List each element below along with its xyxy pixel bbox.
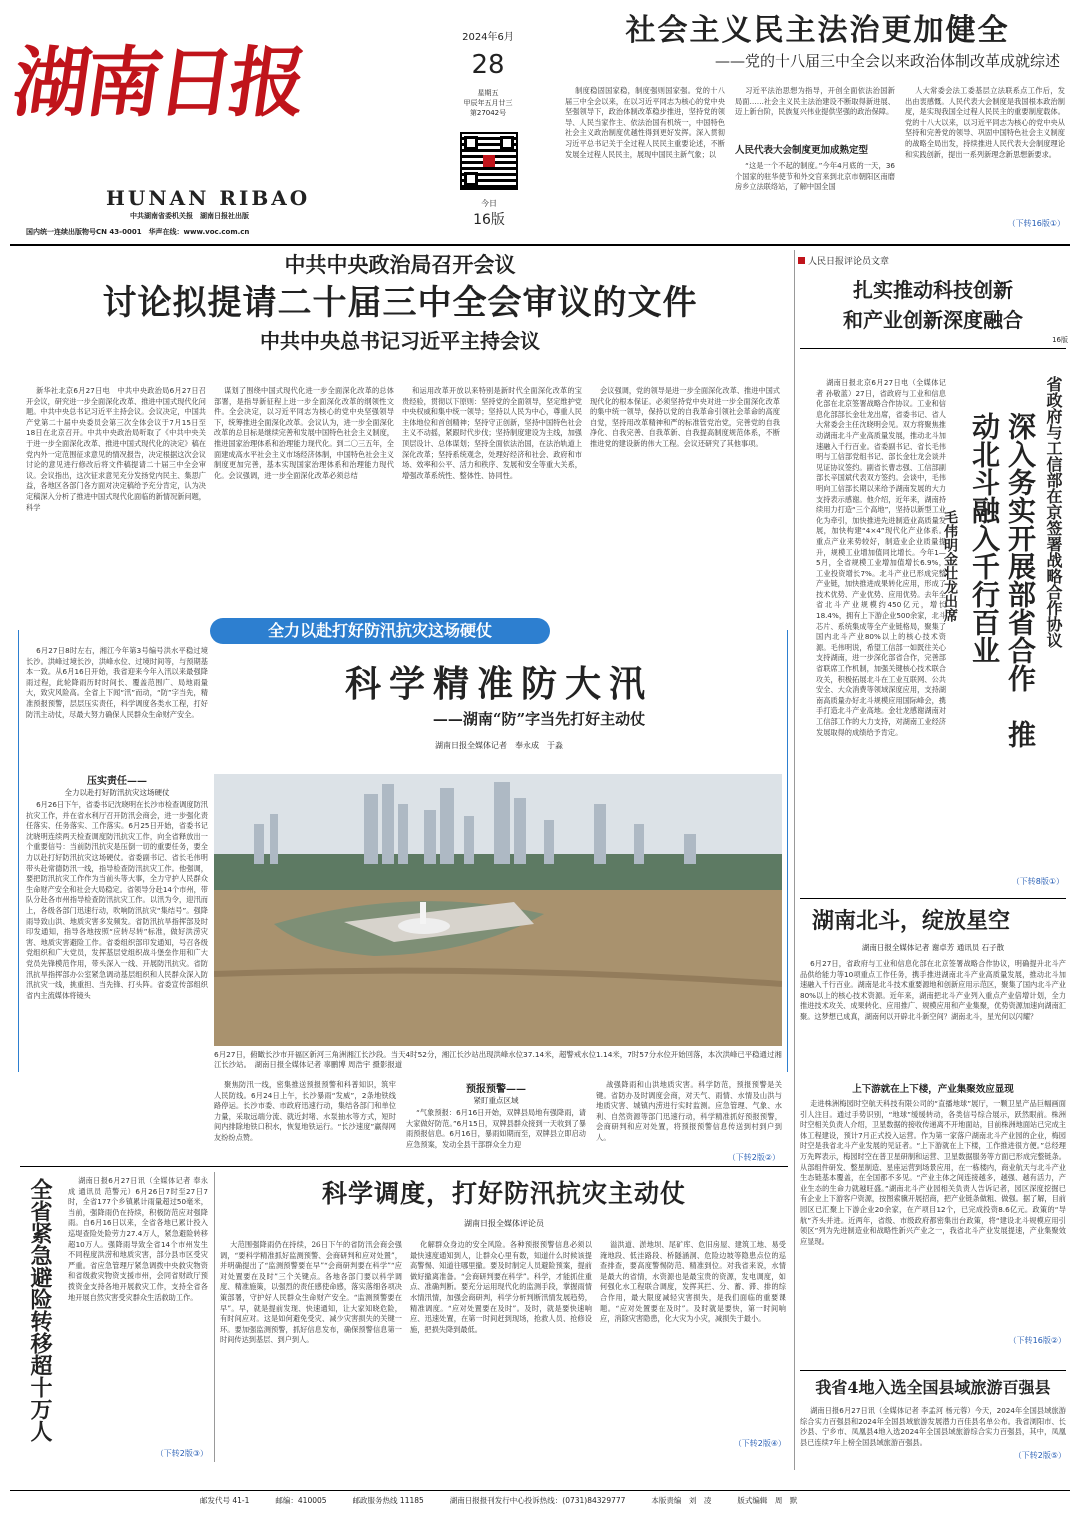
flood-left-column bbox=[26, 646, 208, 1044]
editorial-col3: 溢洪道、淤地坝、尾矿库、危旧房屋、建筑工地、易受淹地段、低洼路段、桥隧涵洞、危险边坡等隐患点位的巡查排查，要高度警惕防范、精准到位。对我省来说，水情是最大的省情，水资源也是最宝贵的资源，发电调度，如何强化水工程联合调度，发挥其拦、分、蓄、滞、排的综合作用，最大限度减轻灾害损失，是我们面临的重要课题。“应对处置要在及时”。及时就是要快，第一时间响应，消除灾害隐患，化大灾为小灾，减损失于最小。 bbox=[600, 1240, 786, 1324]
tourism-continue[interactable]: （下转2版⑤） bbox=[1013, 1451, 1066, 1460]
date-lunar: 甲辰年五月廿三 bbox=[463, 99, 513, 107]
pages-count: 16版 bbox=[473, 212, 505, 228]
beidou2-title[interactable]: 湖南北斗，绽放星空 bbox=[812, 908, 1011, 934]
lead-story bbox=[10, 250, 790, 608]
divider-right-col bbox=[794, 250, 795, 1470]
red-square-icon bbox=[798, 257, 805, 264]
flood-mid3: 战强降雨和山洪地质灾害。科学防范，预报预警是关键。省防办及时调度会商，对天气、雨情、水情及山洪与地质灾害、城镇内涝进行实时监测。应急管理、气象、水利、自然资源等部门迅速行动，科学精准抓好预报预警，会商研判和应对处置，将预报预警信息传送到村到户到人。 bbox=[596, 1080, 782, 1142]
beidou-names: 毛伟明金壮龙出席 bbox=[942, 510, 958, 622]
footer-designer: 版式编辑 周 默 bbox=[737, 1496, 798, 1505]
flood-mid2: “气象预报：6月16日开始，双牌县局地有强降雨，请大家做好防范。”6月15日，双牌县群众接到一天收到了暴雨预报信息。6月16日，暴雨如期而至，双牌县立即启动应急预案，发动全县干部群众全力迎 bbox=[406, 1108, 586, 1149]
commentary bbox=[798, 254, 1068, 366]
footer-postal-code: 邮发代号 41-1 bbox=[200, 1496, 250, 1505]
tourism-story bbox=[800, 1376, 1066, 1470]
divider-tourism bbox=[800, 1370, 1066, 1371]
top-story-col2: 习近平法治思想为指导，开创全面依法治国新局面……社会主义民主法治建设不断取得新进展、迈上新台阶，民族复兴伟业提供坚强的政治保障。 bbox=[735, 86, 895, 117]
beidou2-byline: 湖南日报全媒体记者 谢卓芳 通讯员 石子散 bbox=[861, 943, 1005, 952]
relocation-continue[interactable]: （下转2版③） bbox=[155, 1449, 208, 1458]
masthead-logo: 湖南日报 bbox=[7, 38, 309, 127]
divider-commentary bbox=[800, 348, 1066, 349]
flood-mid1: 聚焦防汛一线，密集推送预报预警和科普知识，筑牢人民防线。6月24日上午，长沙暴雨“发威”，2条地铁线路停运。长沙市委、市政府迅速行动，集结各部门和单位力量，采取远端分流、就近封堵、水泵抽水等方式，短时间内排除地铁口积水，恢复地铁运行。“长沙速度”赢得网友纷纷点赞。 bbox=[214, 1080, 396, 1142]
divider-masthead bbox=[10, 244, 1070, 246]
footer-zip: 邮编：410005 bbox=[275, 1496, 327, 1505]
beidou-small-title: 省政府与工信部在京签署战略合作协议 bbox=[1044, 376, 1063, 648]
top-story-col3: 人大常委会法工委基层立法联系点工作后，发出由衷感慨。人民代表大会制度是我国根本政治制度，是实现我国全过程人民民主的重要制度载体。党的十八大以来，以习近平同志为核心的党中央从坚持和完善党的领导、巩固中国特色社会主义制度的战略全局出发，持续推进人民代表大会制度理论和实践创新，提出一系列新理念新思想新要求。 bbox=[905, 86, 1065, 159]
lead-col2: 谋划了围绕中国式现代化进一步全面深化改革的总体部署，是指导新征程上进一步全面深化改革的纲领性文件。全会决定，以习近平同志为核心的党中央坚强领导下，统筹推进全面深化改革。会议认为，进一步全面深化改革的总目标是继续完善和发展中国特色社会主义制度，推进国家治理体系和治理能力现代化。到二〇三五年，全面建成高水平社会主义市场经济体制，中国特色社会主义制度更加完善，基本实现国家治理体系和治理能力现代化。会议强调，进一步全面深化改革必须总结 bbox=[214, 386, 394, 480]
editorial-byline: 湖南日报全媒体评论员 bbox=[464, 1219, 544, 1228]
masthead-website: 华声在线：www.voc.com.cn bbox=[148, 228, 250, 236]
divider-relocation bbox=[214, 1172, 215, 1462]
beidou2-p2: 走进株洲梅园时空航天科技有限公司的“直播地球”展厅，一颗卫星产品巨幅画面引人注目。通过手势识别，“地球”缓缓转动，各类信号综合展示，跃然眼前。株洲时空相关负责人介绍，卫星数据的接收传递离不开地面站，目前株洲地面站已完成主体工程建设，预计7月正式投入运营。作为第一家落户湖南北斗产业园的企业，梅园时空是我省北斗产业发展的见证者。“上下游就在上下楼，工作推进很方便。”总经理万先晖表示，梅园时空在普卫星研制和运营、卫星数据服务等方面已形成完整链条。从部组件研发、整星制造、星座运营到场景应用，在一栋楼内，商业航天与北斗产业生态链基本覆盖，在全国都不多见。“产业主体之间连接越多，越强、越有活力，产业生态的生命力就越旺盛。”湖南北斗产业园相关负责人告诉记者，园区深度挖掘已有企业上下游客户资源，按图索骥开展招商，把产业链条做粗、做强。据了解，目前园区已汇聚上下游企业20余家，在产项目12个，已完成投资8.6亿元。政策的“导航”齐头并进。近两年，省级、市级政府都密集出台政策，将“建设北斗规模应用引领区”列为先进制造业和战略性新兴产业之一，我省北斗产业发展提速，产业集聚效应显现。 bbox=[800, 1099, 1066, 1246]
qr-finder-tr bbox=[500, 136, 514, 150]
editorial-continue[interactable]: （下转2版④） bbox=[733, 1439, 786, 1448]
relocation-title[interactable]: 全省紧急避险转移超十万人 bbox=[27, 1178, 53, 1442]
beidou-body: 湖南日报北京6月27日电（全媒体记者 孙敬蓝）27日，省政府与工业和信息化部在北京签署战略合作协议。工业和信息化部部长金壮龙出席，省委书记、省人大常委会主任沈晓明会见。双方将聚焦推动湖南北斗产业高质量发展，推动北斗加速融入千行百业。省委副书记、省长毛伟明与工信部党组书记、部长金壮龙会谈并见证协议签约。副省长曹志强、工信部副部长辛国斌代表双方签约。会谈中，毛伟明向工信部长期以来给予湖南发展的大力支持表示感谢。他介绍，近年来，湖南持续用力打造“三个高地”，坚持以新型工业化为牵引，加快推进先进制造业高质量发展，加快构建“4×4”现代化产业体系。重点产业来势较好，制造业企业质量提升，规模工业增加值同比增长。今年1—5月，全省规模工业增加值增长6.9%，工业投资增长7%。北斗产业已形成完整产业链，加快推进成果转化应用，形成了技术优势、产业优势、应用优势。去年全省北斗产业规模约450亿元，增长18.4%，拥有上下游企业500余家，北斗芯片、系统集成等全产业链格局，聚集了国内北斗产业80%以上的核心技术资源。毛伟明说，希望工信部一如既往关心支持湖南，进一步深化部省合作，完善部省联席工作机制，加强关键核心技术联合攻关，积极拓展北斗在工业互联网、公共安全、大众消费等领域深度应用，支持湖南高质量办好北斗规模应用国际峰会，携手打造北斗产业高地。金壮龙感谢湖南对工信部工作的大力支持，对湖南工业经济发展取得的成绩给予肯定。 bbox=[816, 378, 946, 737]
top-story-col2-wrap bbox=[735, 86, 895, 226]
flood-photo-caption: 6月27日，俯瞰长沙市开福区新河三角洲湘江长沙段。当天4时52分，湘江长沙站出现洪峰水位37.14米，超警戒水位1.14米，7时57分水位开始回落，本次洪峰已平稳通过湘江长沙站。 湖南日报全媒体记者 辜鹏博 周浩宇 摄影报道 bbox=[214, 1050, 782, 1069]
beidou2-story bbox=[800, 904, 1066, 1364]
flood-sub2b: 紧盯重点区域 bbox=[473, 1096, 519, 1105]
footer-editor: 本版责编 刘 凌 bbox=[651, 1496, 712, 1505]
flood-continue[interactable]: （下转2版②） bbox=[727, 1153, 780, 1162]
qr-code[interactable] bbox=[460, 132, 518, 190]
date-weekday: 星期五 bbox=[477, 89, 499, 97]
tourism-title[interactable]: 我省4地入选全国县域旅游百强县 bbox=[815, 1378, 1051, 1397]
relocation-story bbox=[20, 1172, 210, 1464]
today-label: 今日 bbox=[481, 199, 497, 208]
lead-col3: 和运用改革开放以来特别是新时代全面深化改革的宝贵经验，贯彻以下原则：坚持党的全面领导，坚定维护党中央权威和集中统一领导；坚持以人民为中心，尊重人民主体地位和首创精神；坚持守正创新，坚持中国特色社会主义不动摇，紧跟时代步伐；坚持制度建设为主线，加强顶层设计、总体谋划；坚持全面依法治国，在法治轨道上深化改革；坚持系统观念，处理好经济和社会、政府和市场、效率和公平、活力和秩序、发展和安全等重大关系，增强改革系统性、整体性、协同性。 bbox=[402, 386, 582, 480]
masthead-pinyin: HUNAN RIBAO bbox=[106, 186, 311, 210]
flood-title[interactable]: 科学精准防大汛 bbox=[344, 663, 653, 705]
commentary-page: 16版 bbox=[1052, 336, 1068, 344]
date-day: 28 bbox=[471, 50, 505, 80]
tourism-body: 湖南日报6月27日讯（全媒体记者 李孟河 杨元蓉）今天，2024年全国县域旅游综合实力百强县和2024年全国县域旅游发展潜力百佳县名单公布。我省浏阳市、长沙县、宁乡市、凤凰县4地入选2024年全国县域旅游综合实力百强县，其中，凤凰县已连续7年上榜全国县域旅游百强县。 bbox=[800, 1406, 1066, 1447]
masthead-cn-number: 国内统一连续出版物号CN 43-0001 bbox=[26, 228, 142, 236]
flood-photo-illustration bbox=[214, 774, 782, 1046]
beidou-continue[interactable]: （下转8版①） bbox=[1011, 877, 1064, 886]
editorial bbox=[220, 1176, 788, 1466]
commentary-tag bbox=[798, 254, 1068, 267]
flood-sub1b: 全力以赴打好防汛抗灾这场硬仗 bbox=[64, 788, 170, 797]
footer bbox=[10, 1495, 1070, 1506]
top-story-col1: 制度稳固国家稳，制度强则国家强。党的十八届三中全会以来，在以习近平同志为核心的党中央坚强领导下，政治体制改革稳步推进，坚持党的领导、人民当家作主、依法治国有机统一，中国特色社会主义政治制度优越性得到更好发挥。深入贯彻习近平总书记关于全过程人民民主重要论述，不断发展全过程人民民主，展现中国民主新气象；以 bbox=[565, 86, 725, 159]
flood-left2: 6月26日下午，省委书记沈晓明在长沙市检查调度防汛抗灾工作，并在省水利厅召开防汛会商会，进一步强化责任落实、任务落实、工作落实。6月25日开始，省委书记沈晓明连续两天检查调度防汛抗灾工作，向全省释放出一个重要信号：当前防汛抗灾是压倒一切的重要任务，要全力以赴打好防汛抗灾这场硬仗。省委副书记、省长毛伟明带头赴常德防汛一线，指导检查防汛抗灾工作。他强调，要把防汛抗灾工作作为当前头等大事，全力守护人民群众生命财产安全和社会大局稳定。省领导分赴14个市州，带队分赴各市州指导检查防汛抗灾工作。以汛为令，迎汛而上，各级各部门迅速行动，吹响防汛抗灾“集结号”。强降雨导致山洪、地质灾害多发频发。省防汛抗旱指挥部及时印发通知，指导各地按照“应转尽转”标准，做好洪涝灾害、地质灾害避险工作。省委组织部印发通知，号召各级党组织和广大党员，发挥基层党组织战斗堡垒作用和广大党员先锋模范作用，带头深入一线、开展防汛抗灾。省防汛抗旱指挥部办公室紧急调动基层组织和人民群众深入防汛抗灾一线，挑重担、当先锋、打头阵。省委宣传部组织省内主流媒体将镜头 bbox=[26, 800, 208, 1000]
qr-finder-tl bbox=[464, 136, 478, 150]
issue-number: 第27042号 bbox=[469, 109, 507, 117]
top-story-subhead: 人民代表大会制度更加成熟定型 bbox=[735, 145, 869, 156]
flood-subtitle: ——湖南“防”字当先打好主动仗 bbox=[432, 710, 646, 728]
masthead-publication-info bbox=[26, 227, 249, 237]
footer-service-hotline: 邮政服务热线 11185 bbox=[352, 1496, 424, 1505]
qr-finder-bl bbox=[464, 172, 478, 186]
masthead bbox=[7, 8, 314, 240]
commentary-title-1[interactable]: 扎实推动科技创新 bbox=[853, 278, 1013, 302]
beidou2-p1: 6月27日，省政府与工业和信息化部在北京签署战略合作协议，明确提升北斗产品供给能力等10项重点工作任务，携手推进湖南北斗产业高质量发展，推动北斗加速融入千行百业。湖南是北斗技术重要源地和创新应用示范区，聚集了国内北斗产业80%以上的核心技术资源。近年来，湖南把北斗产业列入重点产业倍增计划，全力推进技术攻关、成果转化、应用推广、规模应用和产业集聚，优势资源加速向湖南汇聚。这梦想已成真，湖南何以开辟北斗新空间？湖南北斗，星光何以闪耀？ bbox=[800, 959, 1066, 1021]
lead-title[interactable]: 讨论拟提请二十届三中全会审议的文件 bbox=[102, 283, 698, 323]
divider-footer bbox=[10, 1490, 1070, 1491]
top-story-continue[interactable]: （下转16版①） bbox=[1007, 219, 1065, 228]
top-story-title[interactable]: 社会主义民主法治更加健全 bbox=[625, 13, 1010, 48]
commentary-tag-label: 人民日报评论员文章 bbox=[808, 257, 890, 267]
divider-beidou2 bbox=[800, 898, 1066, 899]
top-story-col2b: “这是一个不起的制度。”今年4月底的一天，36个国家的驻华使节和外交官来到北京市朝阳区南磨房乡立法联络站，了解中国全国 bbox=[735, 161, 895, 192]
lead-deck: 中共中央总书记习近平主持会议 bbox=[260, 329, 540, 353]
lead-col1: 新华社北京6月27日电 中共中央政治局6月27日召开会议，研究进一步全面深化改革、推进中国式现代化问题。中共中央总书记习近平主持会议。会议决定，中国共产党第二十届中央委员会第三次全体会议于7月15日至18日在北京召开。中共中央政治局听取了《中共中央关于进一步全面深化改革、推进中国式现代化的决定》稿在党内外一定范围征求意见的情况报告，决定根据这次会议讨论的意见进行修改后将文件稿提请二十届三中全会审议。会议指出，这次征求意见充分发扬党内民主、集思广益，各地区各部门各方面对决定稿给予充分肯定，认为决定稿深入分析了推进中国式现代化面临的新情况新问题，科学 bbox=[26, 386, 206, 512]
commentary-title-2[interactable]: 和产业创新深度融合 bbox=[843, 308, 1023, 332]
flood-banner[interactable]: 全力以赴打好防汛抗灾这场硬仗 bbox=[210, 618, 550, 644]
flood-sub2: 预报预警—— bbox=[466, 1084, 526, 1095]
editorial-col2: 化解群众身边的安全风险。各种预报预警信息必须以最快速度通知到人，让群众心里有数，知道什么时候该提高警惕、知道往哪里撤。要及时制定人员避险预案，提前做好撤离准备。“会商研判要在科学”。科学，才能抓住重点、准确判断。要充分运用现代化的监测手段，掌握雨情水情汛情，加强会商研判，科学分析判断汛情发展趋势，精准调度。“应对处置要在及时”。及时，就是要快速响应、迅速处置，在第一时间赶到现场，抢救人员、抢修设施，把损失降到最低。 bbox=[410, 1240, 592, 1334]
beidou-headline[interactable]: 深入务实开展部省合作 推动北斗融入千行百业 bbox=[968, 412, 1037, 748]
divider-flood bbox=[20, 1166, 788, 1167]
relocation-body: 湖南日报6月27日讯（全媒体记者 奉永成 通讯员 范警元）6月26日7时至27日7时，全省177个乡镇累计雨量超过50毫米，当前，强降雨仍在持续，积极防范应对强降雨。自6月16日以来，全省各地已累计投入巡堤查险处险劳力27.4万人，紧急避险转移超10万人。强降雨导致全省14个市州发生不同程度洪涝和地质灾害，部分县市区受灾严重。省应急管理厅紧急调拨中央救灾物资和省级救灾物资支援市州，会同省财政厅预拨资金支持各地开展救灾工作，支持全省各地开展自然灾害受灾群众生活救助工作。 bbox=[68, 1176, 208, 1302]
top-story bbox=[565, 12, 1070, 240]
flood-title-block bbox=[214, 660, 784, 751]
flood-mid2-wrap bbox=[406, 1080, 586, 1160]
date-yearmonth: 2024年6月 bbox=[462, 32, 514, 43]
flood-byline: 湖南日报全媒体记者 奉永成 于淼 bbox=[435, 741, 563, 750]
lead-kicker: 中共中央政治局召开会议 bbox=[284, 252, 516, 277]
lead-col4: 会议强调，党的领导是进一步全面深化改革、推进中国式现代化的根本保证。必须坚持党中央对进一步全面深化改革的集中统一领导，保持以党的自我革命引领社会革命的高度自觉，坚持用改革精神和严的标准管党治党，完善党的自我净化、自我完善、自我革新、自我提高制度规范体系，不断推进党的建设新的伟大工程。会议还研究了其他事项。 bbox=[590, 386, 780, 448]
flood-intro: 6月27日8时左右，湘江今年第3号编号洪水平稳过境长沙。洪峰过境长沙，洪峰水位、过境时间等，与预期基本一致。从6月16日开始，我省迎来今年入汛以来最强降雨过程，此轮降雨历时时间长、覆盖范围广、局地雨量大，致灾风险高。全省上下闻“汛”而动，“防”字当先，精准预报预警，层层压实责任，科学调度各类水工程，打好防汛主动仗，尽最大努力确保人民群众生命财产安全。 bbox=[26, 646, 208, 719]
footer-complaint-hotline: 湖南日报报刊发行中心投诉热线：(0731)84329777 bbox=[449, 1496, 626, 1505]
flood-sub1: 压实责任—— bbox=[87, 776, 147, 787]
beidou-story bbox=[798, 360, 1068, 890]
beidou2-continue[interactable]: （下转16版②） bbox=[1008, 1336, 1066, 1345]
editorial-col1: 大范围强降雨仍在持续，26日下午的省防汛会商会强调，“要科学精准抓好监测预警、会商研判和应对处置”，并明确提出了“监测预警要在早”“会商研判要在科学”“应对处置要在及时”三个关键点。各地各部门要以科学调度、精准施策，以强烈的责任感使命感，落实落细各项决策部署，守护好人民群众生命财产安全。“监测预警要在早”。早，就是提前发现、快速通知，让大家知晓危险，有时间应对。这是如何避免受灾、减少灾害损失的关键一环。要加强监测预警，抓好信息发布，确保预警信息第一时间传达到基层、到户到人。 bbox=[220, 1240, 402, 1345]
qr-logo bbox=[483, 155, 495, 167]
masthead-org: 中共湖南省委机关报 湖南日报社出版 bbox=[130, 212, 249, 220]
beidou2-subhead: 上下游就在上下楼，产业集聚效应显现 bbox=[852, 1084, 1014, 1095]
pages-box bbox=[460, 198, 518, 229]
editorial-title[interactable]: 科学调度，打好防汛抗灾主动仗 bbox=[321, 1179, 686, 1208]
top-story-subtitle: ——党的十八届三中全会以来政治体制改革成就综述 bbox=[714, 52, 1060, 70]
flood-photo[interactable] bbox=[214, 774, 782, 1046]
